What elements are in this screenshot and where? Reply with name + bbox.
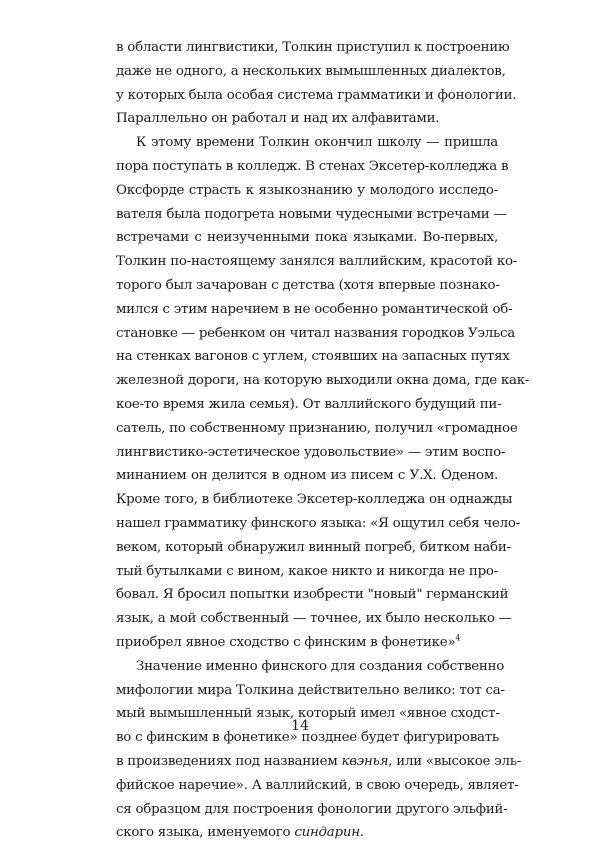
text-line: ся образцом для построения фонологии другого эльфий- <box>116 801 508 817</box>
text-line: Кроме того, в библиотеке Эксетер-колледжа он однажды <box>116 492 513 508</box>
text-line: Значение именно финского для создания собственно <box>136 658 505 674</box>
text-line: сатель, по собственному признанию, получил «громадное <box>116 420 518 436</box>
text-line: у которых была особая система грамматики и фонологии. <box>116 87 517 103</box>
text-line: нашел грамматику финского языка: «Я ощутил себя чело- <box>116 515 520 531</box>
text-line: фийское наречие». А валлийский, в свою очередь, являет- <box>116 777 519 793</box>
text-line: встречами с неизученными пока языками. Во-первых, <box>116 230 498 246</box>
text-line-with-italic <box>116 750 522 774</box>
text-line: веком, который обнаружил винный погреб, битком наби- <box>116 539 511 555</box>
text-line: минанием он делится в одном из писем с У.Х. Оденом. <box>116 468 498 484</box>
italic-term-quenya: квэнья <box>341 753 389 769</box>
text-line: лингвистико-эстетическое удовольствие» — этим воспо- <box>116 444 506 460</box>
text-line: мился с этим наречием в не особенно романтической об- <box>116 301 513 317</box>
text-line: даже не одного, а нескольких вымышленных диалектов, <box>116 63 506 79</box>
text-line-with-footnote <box>116 631 498 655</box>
text-segment: , или «высокое эль- <box>388 753 522 769</box>
footnote-reference[interactable]: 4 <box>455 633 461 643</box>
text-line: торого был зачарован с детства (хотя впервые познако- <box>116 277 500 293</box>
text-line: К этому времени Толкин окончил школу — пришла <box>136 135 498 151</box>
text-line: язык, а мой собственный — точнее, их было несколько — <box>116 611 512 627</box>
text-line: вателя была подогрета новыми чудесными встречами — <box>116 206 507 222</box>
text-segment: . <box>359 825 364 841</box>
text-line: кое-то время жила семья). От валлийского будущий пи- <box>116 396 502 412</box>
text-line: мифологии мира Толкина действительно велико: тот са- <box>116 682 505 698</box>
text-segment: ского языка, именуемого <box>116 825 295 841</box>
paragraph-2 <box>116 131 530 655</box>
page-number: 14 <box>291 718 309 734</box>
text-line: Параллельно он работал и над их алфавитами. <box>116 111 440 127</box>
text-line: на стенках вагонов с углем, стоявших на запасных путях <box>116 349 510 365</box>
text-line: Толкин по-настоящему занялся валлийским, красотой ко- <box>116 254 518 270</box>
italic-term-sindarin: синдарин <box>294 825 360 841</box>
text-line: становке — ребенком он читал названия городков Уэльса <box>116 325 515 341</box>
text-line: в области лингвистики, Толкин приступил к построению <box>116 40 510 55</box>
text-line-with-italic <box>116 821 498 845</box>
text-line: железной дороги, на которую выходили окна дома, где как- <box>116 373 530 389</box>
text-line: бовал. Я бросил попытки изобрести "новый" германский <box>116 587 509 603</box>
text-line: Оксфорде страсть к языкознанию у молодого исследо- <box>116 182 498 198</box>
text-line: мый вымышленный язык, который имел «явное сходст- <box>116 706 500 722</box>
paragraph-1 <box>116 36 517 131</box>
text-segment: в произведениях под названием <box>116 753 342 769</box>
text-line: пора поступать в колледж. В стенах Эксетер-колледжа в <box>116 158 509 174</box>
text-line: тый бутылками с вином, какое никто и никогда не про- <box>116 563 498 579</box>
text-line-content: приобрел явное сходство с финским в фонетике» <box>116 634 456 650</box>
text-line: во с финским в фонетике» позднее будет фигурировать <box>116 730 499 746</box>
